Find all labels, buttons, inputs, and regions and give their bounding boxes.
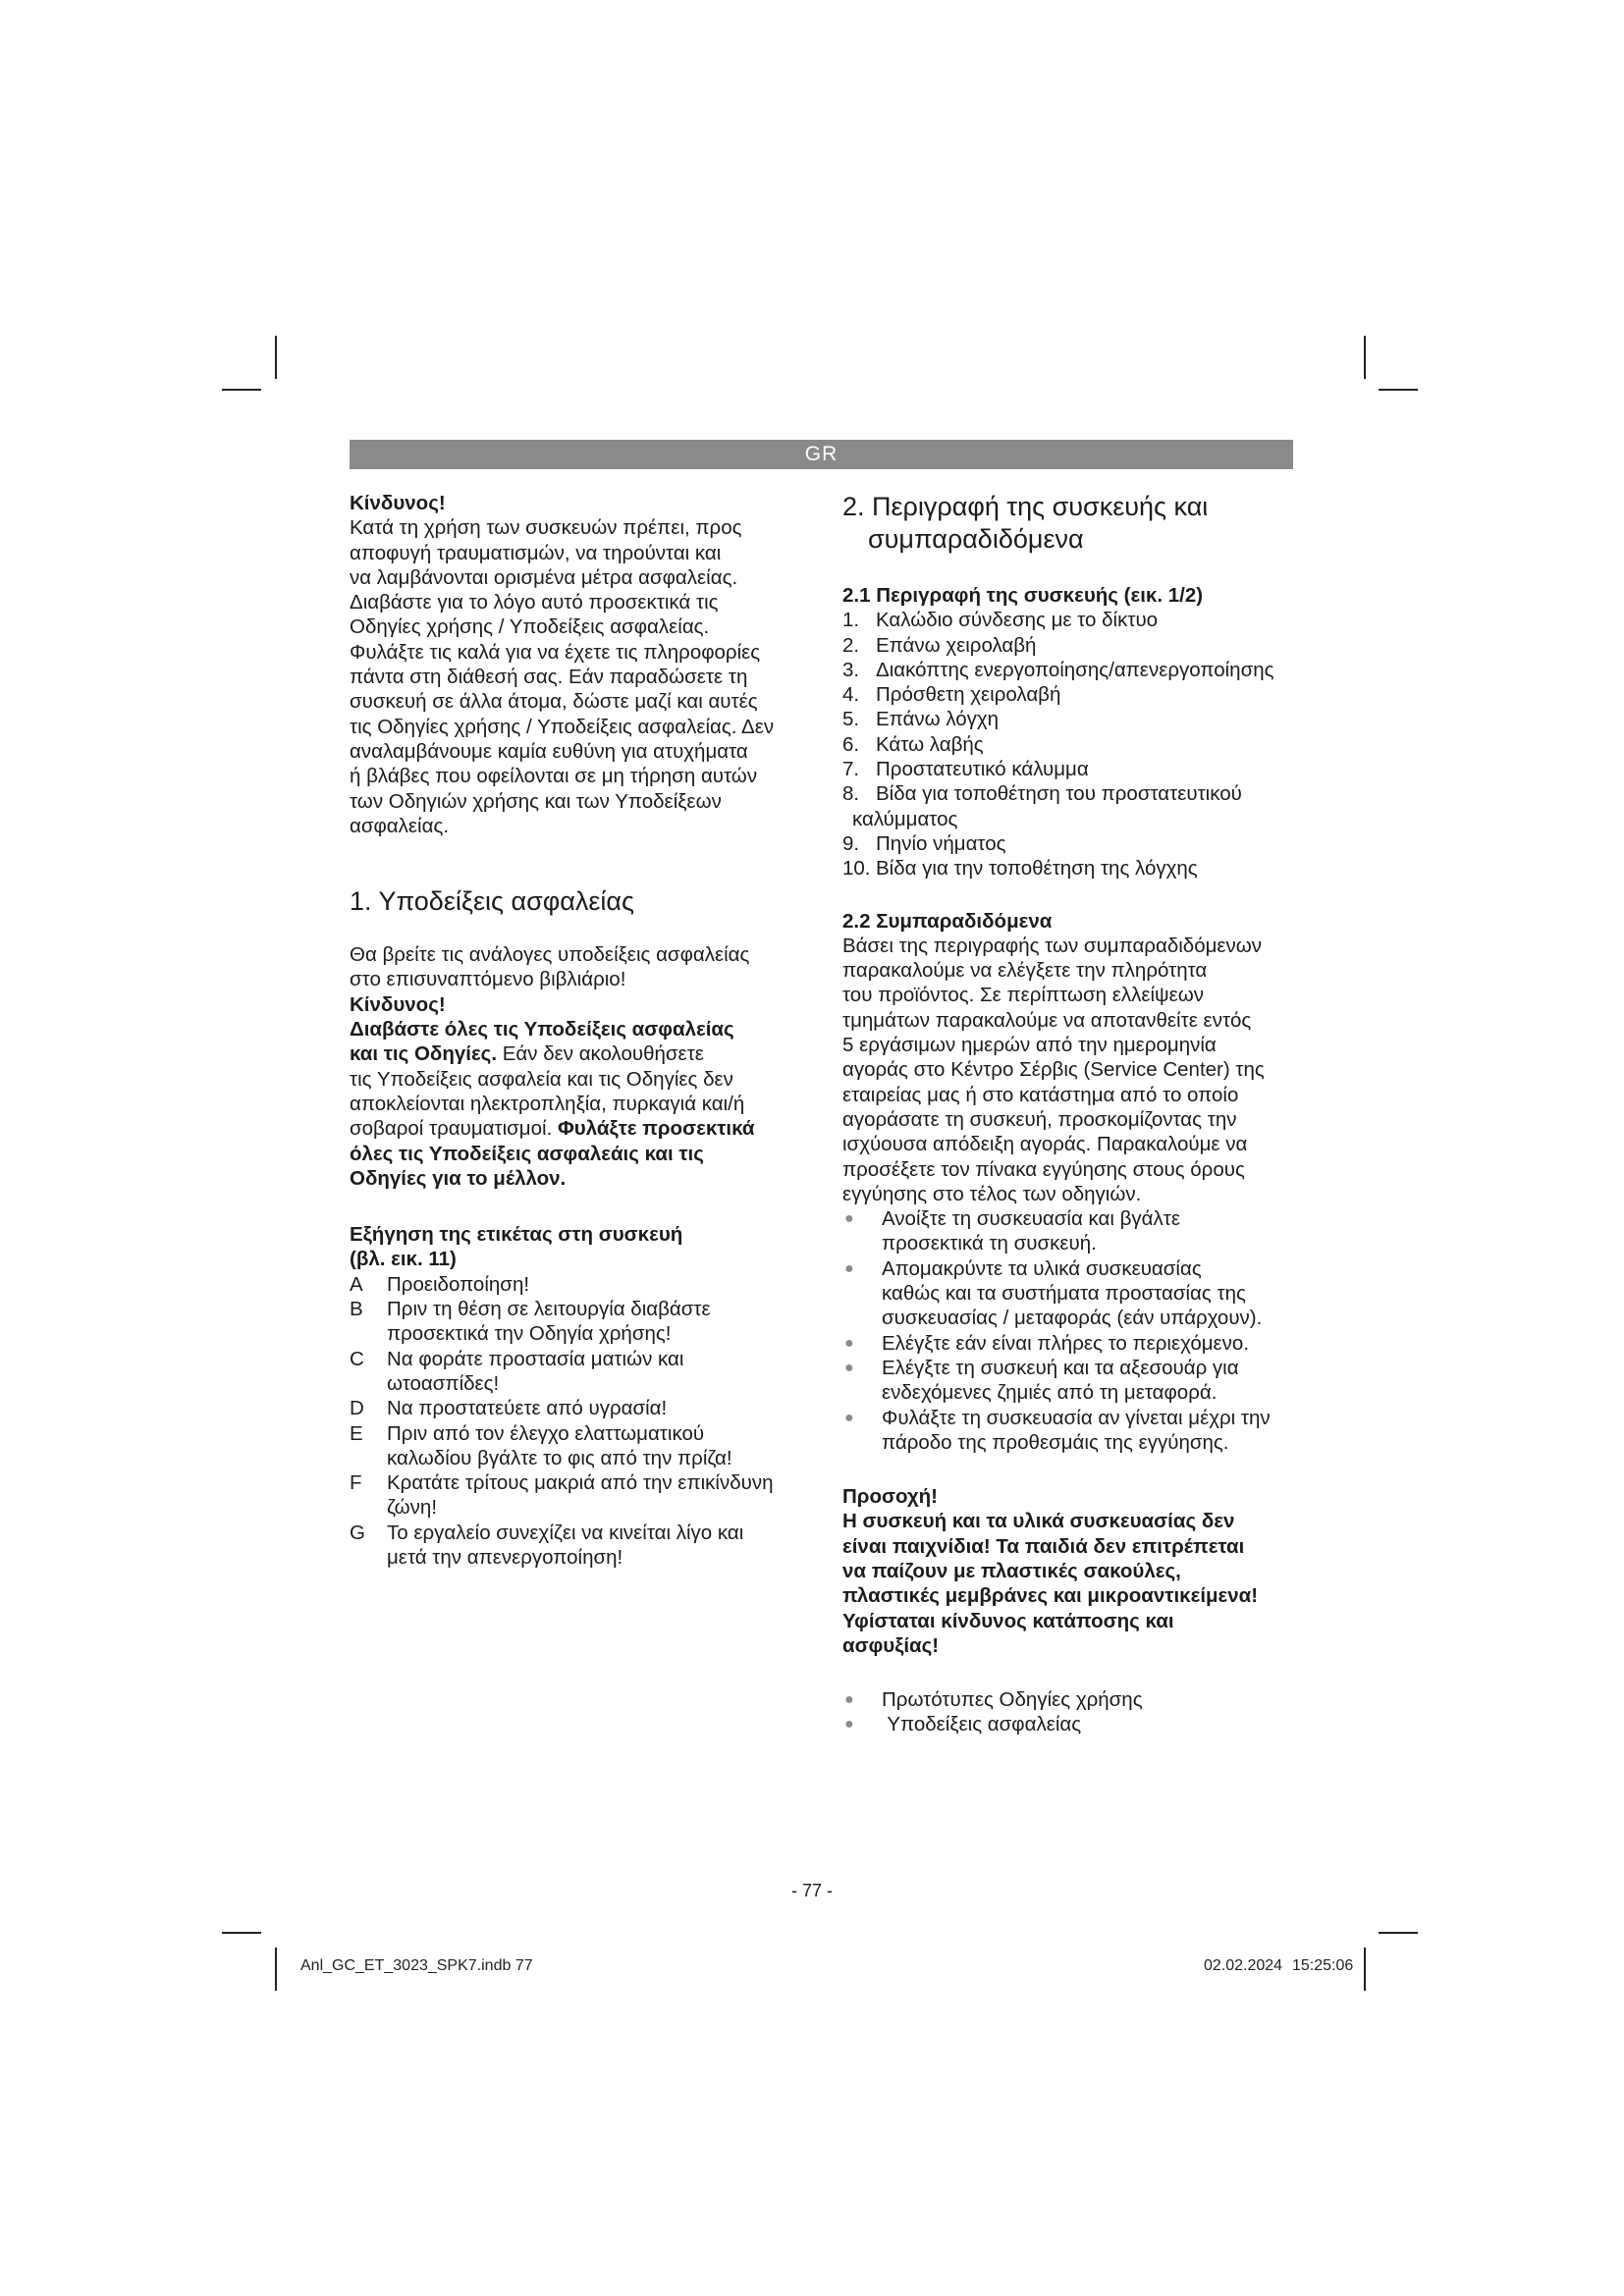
label-line: ωτοασπίδες! [387, 1371, 500, 1395]
crop-mark [1379, 389, 1418, 391]
bullet-line: Φυλάξτε τη συσκευασία αν γίνεται μέχρι την [882, 1406, 1271, 1429]
s1-bold-line: όλες τις Υποδείξεις ασφαλεάις και τις [350, 1142, 704, 1165]
bullet-item [842, 1356, 1304, 1406]
bullet-icon: ● [844, 1691, 854, 1709]
bullet-icon: ● [844, 1359, 854, 1376]
parts-number: 2. [842, 633, 860, 657]
s1-bold-span: Φυλάξτε προσεκτικά [557, 1117, 755, 1141]
delivery-line: αγοράς στο Κέντρο Σέρβις (Service Center) της [842, 1058, 1265, 1082]
parts-item [842, 658, 1304, 682]
bullet-line: Ελέγξτε εάν είναι πλήρες το περιεχόμενο. [882, 1331, 1250, 1355]
parts-item [842, 707, 1304, 731]
s1-bold-line: Οδηγίες για το μέλλον. [350, 1166, 567, 1190]
intro-line: αποφυγή τραυματισμών, να τηρούνται και [350, 541, 722, 564]
intro-line: τις Οδηγίες χρήσης / Υποδείξεις ασφαλείας. Δεν [350, 715, 775, 738]
s1-bold-line: Διαβάστε όλες τις Υποδείξεις ασφαλείας [350, 1018, 734, 1041]
included-documents [842, 1687, 1304, 1737]
parts-item [842, 781, 1304, 806]
label-explanation-title: Εξήγηση της ετικέτας στη συσκευή [350, 1223, 683, 1247]
delivery-line: αγοράσατε τη συσκευή, προσκομίζοντας την [842, 1107, 1237, 1131]
caution-line: πλαστικές μεμβράνες και μικροαντικείμενα! [842, 1584, 1259, 1608]
parts-text: Προστατευτικό κάλυμμα [876, 758, 1089, 781]
parts-number: 5. [842, 708, 860, 731]
bullet-item [842, 1256, 1304, 1331]
label-key: B [350, 1298, 363, 1321]
intro-line: να λαμβάνονται ορισμένα μέτρα ασφαλείας. [350, 565, 738, 589]
label-text [387, 1470, 801, 1521]
parts-item [842, 682, 1304, 707]
crop-mark [1364, 1948, 1366, 1991]
print-date: 02.02.2024 [1204, 1957, 1283, 1974]
parts-text: καλύμματος [852, 807, 958, 830]
label-item [350, 1470, 801, 1521]
label-line: καλωδίου βγάλτε το φις από την πρίζα! [387, 1446, 732, 1469]
intro-line: αναλαμβάνουμε καμία ευθύνη για ατυχήματα [350, 739, 748, 763]
delivery-line: προσέξετε τον πίνακα εγγύησης στους όρους [842, 1157, 1245, 1181]
section-2-title: 2. Περιγραφή της συσκευής και [842, 492, 1209, 521]
label-key: F [350, 1471, 362, 1495]
parts-list [842, 608, 1304, 881]
label-line: Κρατάτε τρίτους μακριά από την επικίνδυνη [387, 1471, 774, 1495]
caution-line: Η συσκευή και τα υλικά συσκευασίας δεν [842, 1510, 1235, 1533]
crop-mark [222, 389, 261, 391]
delivery-line: παρακαλούμε να ελέγξετε την πληρότητα [842, 959, 1208, 983]
right-column [842, 491, 1304, 1737]
bullet-line: πάροδο της προθεσμάις της εγγύησης. [882, 1430, 1229, 1454]
label-line: ζώνη! [387, 1496, 438, 1520]
delivery-line: τμημάτων παρακαλούμε να αποτανθείτε εντός [842, 1008, 1252, 1032]
caution-line: είναι παιχνίδια! Τα παιδιά δεν επιτρέπεται [842, 1534, 1245, 1558]
caution-heading: Προσοχή! [842, 1485, 938, 1509]
label-line: Προειδοποίηση! [387, 1272, 530, 1296]
label-key: C [350, 1347, 364, 1370]
parts-number: 10. [842, 857, 871, 881]
bullet-item [842, 1331, 1304, 1356]
parts-item [842, 608, 1304, 632]
bullet-text [882, 1256, 1304, 1331]
intro-line: συσκευή σε άλλα άτομα, δώστε μαζί και αυτές [350, 690, 758, 714]
parts-text: Πρόσθετη χειρολαβή [876, 683, 1061, 707]
subsection-2-2-title: 2.2 Συμπαραδιδόμενα [842, 909, 1053, 933]
bullet-item [842, 1687, 1304, 1712]
delivery-line: εταιρείας μας ή στο κατάστημα από το οποίο [842, 1083, 1239, 1106]
s1-line: αποκλείονται ηλεκτροπληξία, πυρκαγιά και/ή [350, 1092, 745, 1115]
parts-text: Βίδα για την τοποθέτηση της λόγχης [876, 857, 1198, 881]
s1-bold-span: και τις Οδηγίες. [350, 1042, 498, 1066]
intro-line: πάντα στη διάθεσή σας. Εάν παραδώσετε τη [350, 666, 748, 689]
bullet-line: καθώς και τα συστήματα προστασίας της [882, 1282, 1246, 1306]
label-line: μετά την απενεργοποίηση! [387, 1545, 623, 1569]
bullet-icon: ● [844, 1409, 854, 1426]
s1-line: Θα βρείτε τις ανάλογες υποδείξεις ασφαλείας [350, 943, 750, 967]
parts-number: 7. [842, 758, 860, 781]
label-key: A [350, 1272, 363, 1296]
label-line: Πριν από τον έλεγχο ελαττωματικού [387, 1421, 705, 1445]
intro-line: Φυλάξτε τις καλά για να έχετε τις πληροφορίες [350, 640, 761, 664]
bullet-line: Ελέγξτε τη συσκευή και τα αξεσουάρ για [882, 1356, 1239, 1379]
label-explanation-ref: (βλ. εικ. 11) [350, 1248, 457, 1271]
label-key: E [350, 1421, 363, 1445]
parts-text: Καλώδιο σύνδεσης με το δίκτυο [876, 609, 1159, 632]
delivery-line: εγγύησης στο τέλος των οδηγιών. [842, 1182, 1142, 1205]
parts-text: Βίδα για τοποθέτηση του προστατευτικού [876, 782, 1242, 806]
delivery-line: του προϊόντος. Σε περίπτωση ελλείψεων [842, 984, 1205, 1007]
bullet-line: Απομακρύντε τα υλικά συσκευασίας [882, 1256, 1202, 1280]
parts-number: 1. [842, 609, 860, 632]
bullet-icon: ● [844, 1210, 854, 1228]
intro-line: των Οδηγιών χρήσης και των Υποδείξεων [350, 789, 722, 813]
file-slug: Anl_GC_ET_3023_SPK7.indb 77 [300, 1957, 533, 1974]
parts-item [842, 831, 1304, 856]
label-item [350, 1521, 801, 1571]
bullet-line: προσεκτικά τη συσκευή. [882, 1232, 1097, 1255]
caution-paragraph [842, 1509, 1304, 1658]
section-1-title: 1. Υποδείξεις ασφαλείας [350, 886, 635, 917]
label-text [387, 1396, 801, 1420]
parts-number: 9. [842, 831, 860, 855]
parts-item [842, 732, 1304, 757]
bullet-text [882, 1206, 1304, 1256]
crop-mark [1364, 336, 1366, 379]
intro-line: ή βλάβες που οφείλονται σε μη τήρηση αυτών [350, 765, 758, 788]
s1-danger: Κίνδυνος! [350, 992, 446, 1016]
s1-line: τις Υποδείξεις ασφαλεία και τις Οδηγίες δεν [350, 1067, 733, 1091]
crop-mark [275, 336, 277, 379]
label-item [350, 1421, 801, 1471]
label-text [387, 1347, 801, 1397]
parts-text: Διακόπτης ενεργοποίησης/απενεργοποίησης [876, 658, 1274, 681]
bullet-text [882, 1331, 1304, 1356]
parts-text: Πηνίο νήματος [876, 831, 1006, 855]
parts-item [842, 633, 1304, 658]
label-item [350, 1396, 801, 1420]
label-text [387, 1272, 801, 1297]
intro-paragraph [350, 515, 801, 838]
language-header: GR [350, 440, 1293, 469]
parts-text: Επάνω χειρολαβή [876, 633, 1037, 657]
bullet-text: Πρωτότυπες Οδηγίες χρήσης [882, 1688, 1143, 1712]
label-line: Πριν τη θέση σε λειτουργία διαβάστε [387, 1298, 711, 1321]
parts-item [842, 757, 1304, 781]
bullet-item [842, 1712, 1304, 1736]
section-2-title-cont: συμπαραδιδόμενα [868, 524, 1084, 554]
label-item [350, 1297, 801, 1347]
parts-number: 3. [842, 658, 860, 681]
bullet-text [882, 1406, 1304, 1456]
label-line: Να προστατεύετε από υγρασία! [387, 1397, 668, 1420]
crop-mark [222, 1932, 261, 1934]
subsection-2-1-title: 2.1 Περιγραφή της συσκευής (εικ. 1/2) [842, 584, 1204, 607]
intro-line: Κατά τη χρήση των συσκευών πρέπει, προς [350, 516, 742, 540]
delivery-line: ισχύουσα απόδειξη αγοράς. Παρακαλούμε να [842, 1133, 1248, 1156]
label-item [350, 1347, 801, 1397]
parts-number: 8. [842, 782, 860, 806]
page-number: - 77 - [790, 1881, 833, 1900]
s1-line: στο επισυναπτόμενο βιβλιάριο! [350, 968, 626, 991]
label-text [387, 1421, 801, 1471]
intro-line: ασφαλείας. [350, 814, 450, 837]
bullet-text: Υποδείξεις ασφαλείας [882, 1713, 1082, 1736]
left-column [350, 491, 801, 1570]
label-line: προσεκτικά την Οδηγία χρήσης! [387, 1322, 672, 1346]
intro-line: Οδηγίες χρήσης / Υποδείξεις ασφαλείας. [350, 615, 710, 639]
bullet-line: συσκευασίας / μεταφοράς (εάν υπάρχουν). [882, 1307, 1263, 1330]
bullet-item [842, 1406, 1304, 1456]
s1-plain-span: σοβαροί τραυματισμοί. [350, 1117, 558, 1141]
danger-heading: Κίνδυνος! [350, 492, 446, 514]
parts-item-continuation [842, 807, 1304, 831]
delivery-line: Βάσει της περιγραφής των συμπαραδιδόμενων [842, 934, 1263, 957]
bullet-text [882, 1356, 1304, 1406]
bullet-line: ενδεχόμενες ζημιές από τη μεταφορά. [882, 1381, 1218, 1405]
label-line: Να φοράτε προστασία ματιών και [387, 1347, 684, 1370]
bullet-item [842, 1206, 1304, 1256]
label-key: G [350, 1521, 365, 1544]
bullet-line: Ανοίξτε τη συσκευασία και βγάλτε [882, 1207, 1181, 1231]
caution-line: να παίζουν με πλαστικές σακούλες, [842, 1559, 1181, 1582]
label-line: Το εργαλείο συνεχίζει να κινείται λίγο και [387, 1521, 744, 1544]
label-key: D [350, 1397, 364, 1420]
unpacking-steps [842, 1206, 1304, 1455]
delivery-line: 5 εργάσιμων ημερών από την ημερομηνία [842, 1034, 1217, 1057]
s1-mixed-line [350, 1116, 801, 1141]
parts-text: Κάτω λαβής [876, 732, 984, 756]
s1-plain-span: Εάν δεν ακολουθήσετε [497, 1042, 704, 1066]
parts-item [842, 856, 1304, 881]
print-time: 15:25:06 [1292, 1957, 1354, 1974]
crop-mark [275, 1948, 277, 1991]
parts-number: 4. [842, 683, 860, 707]
bullet-icon: ● [844, 1334, 854, 1352]
crop-mark [1379, 1932, 1418, 1934]
caution-line: ασφυξίας! [842, 1633, 940, 1657]
intro-line: Διαβάστε για το λόγο αυτό προσεκτικά τις [350, 591, 719, 614]
bullet-icon: ● [844, 1716, 854, 1734]
caution-line: Υφίσταται κίνδυνος κατάποσης και [842, 1609, 1174, 1632]
label-item [350, 1272, 801, 1297]
s1-mixed-line [350, 1041, 801, 1066]
bullet-icon: ● [844, 1259, 854, 1277]
label-text [387, 1521, 801, 1571]
label-text [387, 1297, 801, 1347]
parts-number: 6. [842, 732, 860, 756]
label-list [350, 1272, 801, 1571]
parts-text: Επάνω λόγχη [876, 708, 1000, 731]
delivery-paragraph [842, 934, 1304, 1206]
